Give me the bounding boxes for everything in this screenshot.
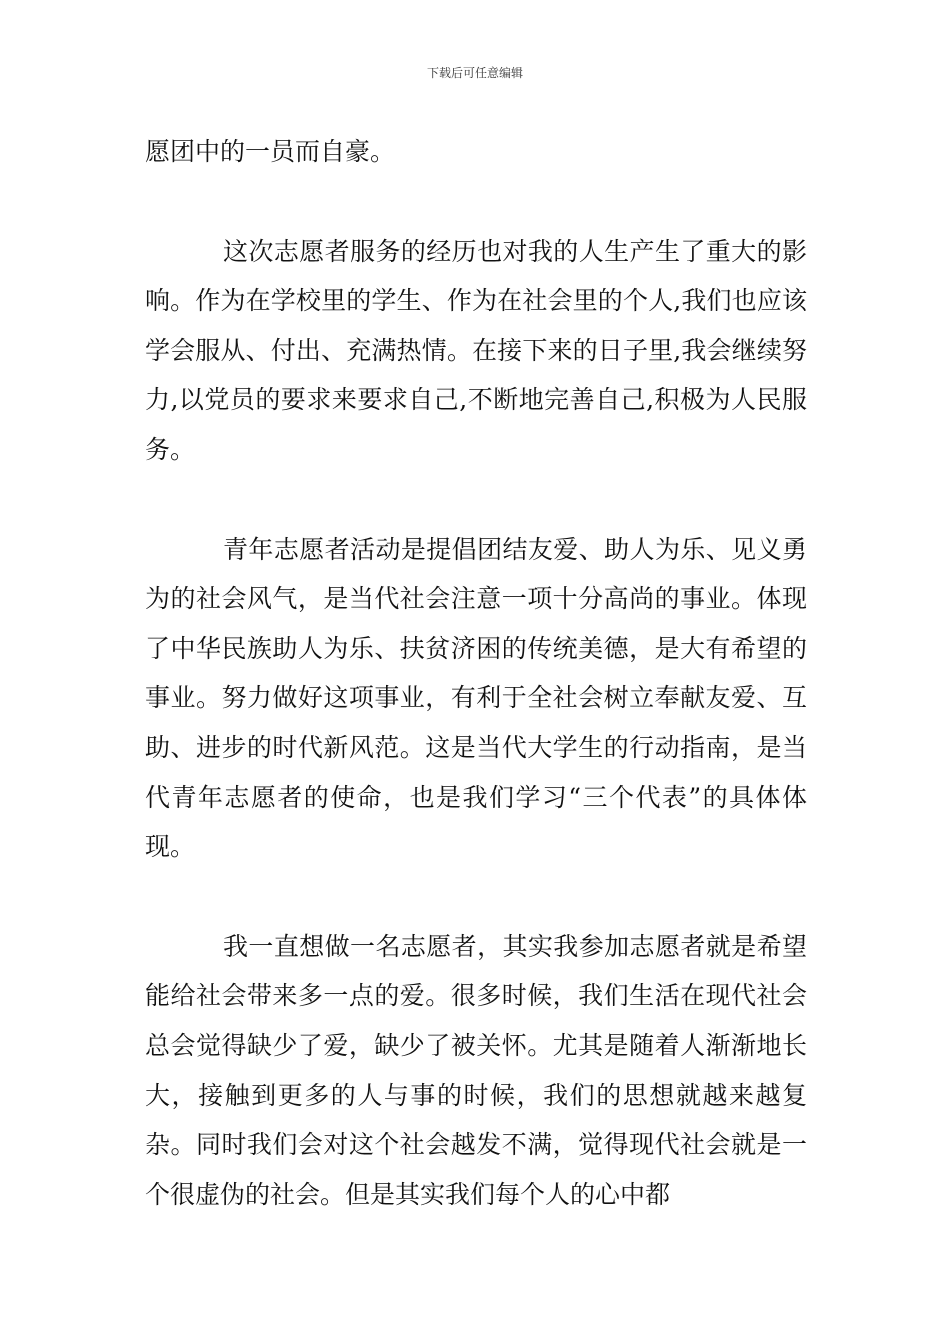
paragraph-youth-volunteer-activity: 青年志愿者活动是提倡团结友爱、助人为乐、见义勇为的社会风气，是当代社会注意一项十分高尚的事业。体现了中华民族助人为乐、扶贫济困的传统美德，是大有希望的事业。努力做好这项事业，有利于全社会树立奉献友爱、互助、进步的时代新风范。这是当代大学生的行动指南，是当代青年志愿者的使命，也是我们学习“三个代表”的具体体现。 [145,534,807,862]
paragraph-volunteer-experience: 这次志愿者服务的经历也对我的人生产生了重大的影响。作为在学校里的学生、作为在社会里的个人,我们也应该学会服从、付出、充满热情。在接下来的日子里,我会继续努力,以党员的要求来要求自己,不断地完善自己,积极为人民服务。 [145,236,807,464]
paragraph-continuation: 愿团中的一员而自豪。 [145,137,396,166]
paragraph-wish-to-volunteer: 我一直想做一名志愿者，其实我参加志愿者就是希望能给社会带来多一点的爱。很多时候，我们生活在现代社会总会觉得缺少了爱，缺少了被关怀。尤其是随着人渐渐地长大，接触到更多的人与事的时候，我们的思想就越来越复杂。同时我们会对这个社会越发不满，觉得现代社会就是一个很虚伪的社会。但是其实我们每个人的心中都 [145,931,807,1209]
document-body [145,127,807,1269]
header-note: 下载后可任意编辑 [426,66,523,80]
